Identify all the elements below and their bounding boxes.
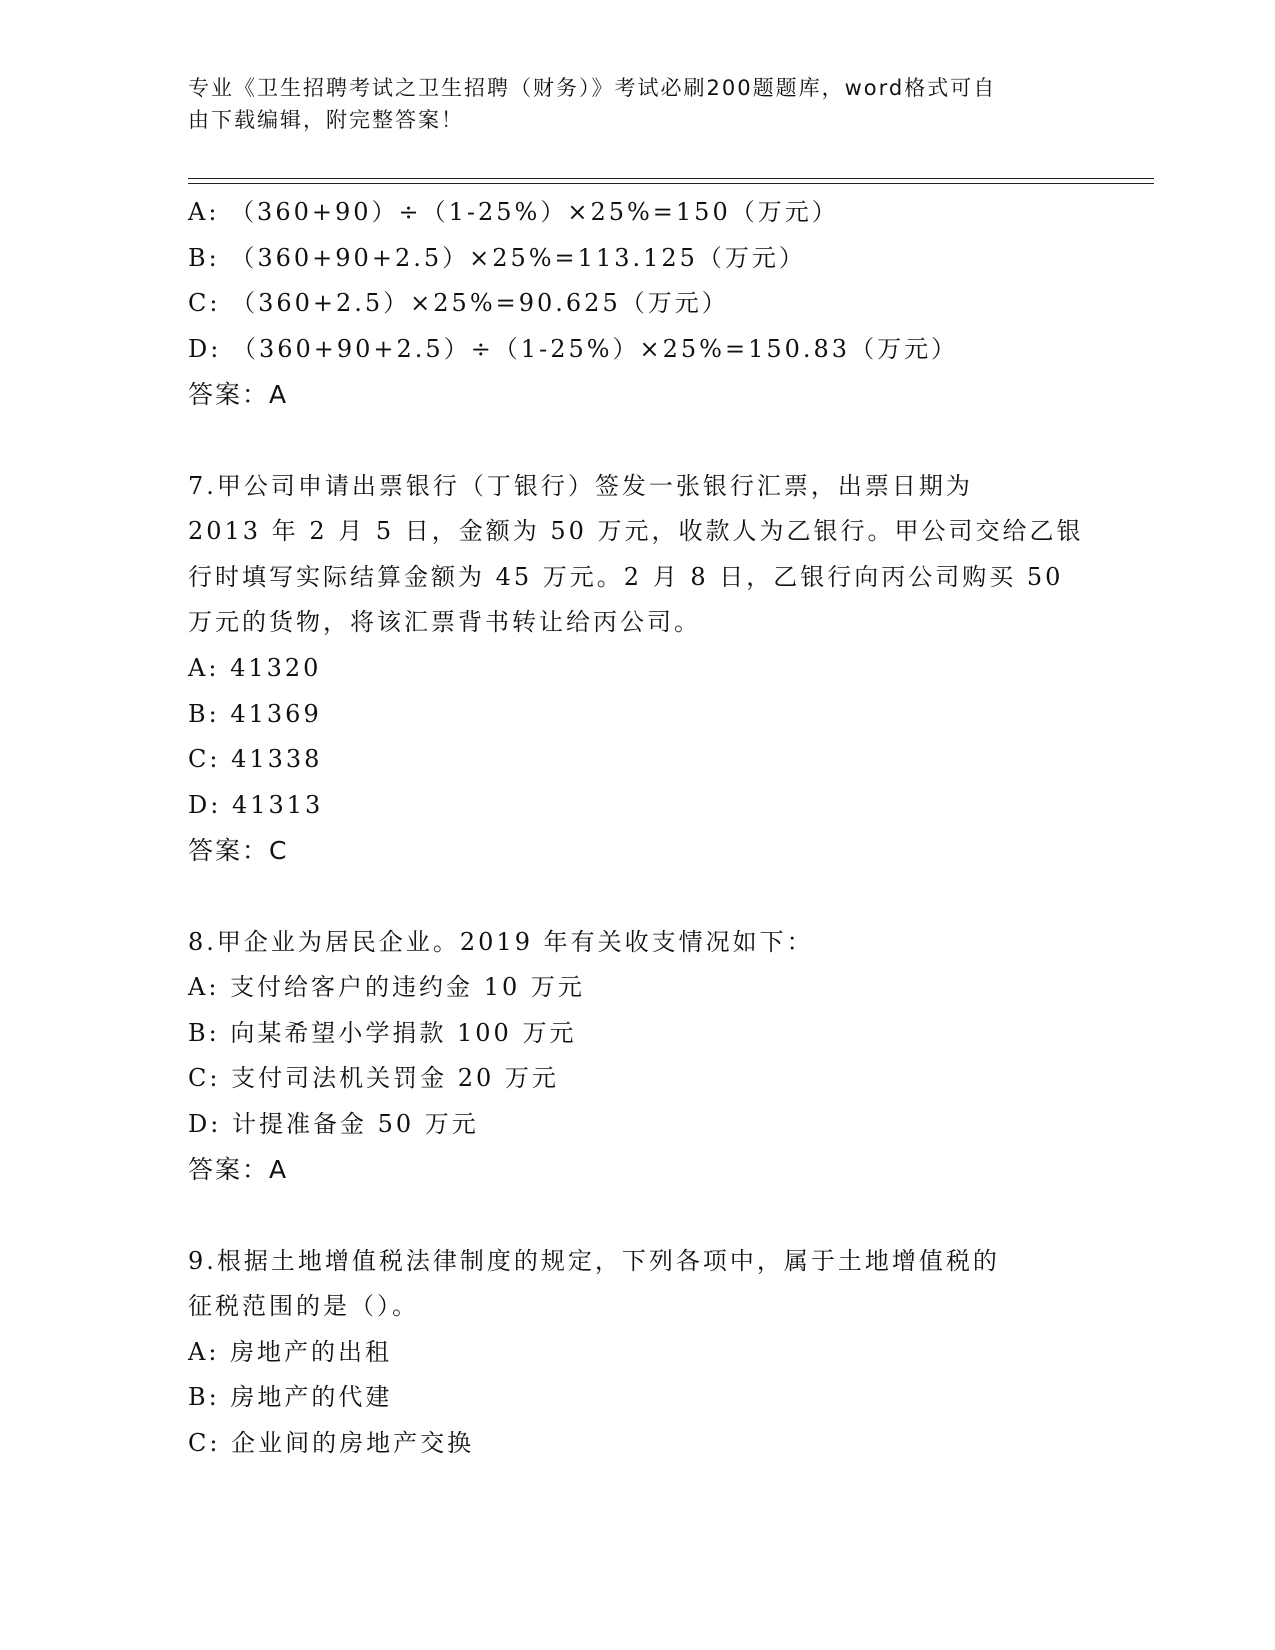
question-stem-line: 征税范围的是（）。	[188, 1292, 419, 1321]
option-b: B: （360+90+2.5）×25%=113.125（万元）	[188, 243, 806, 272]
question-stem-line: 8.甲企业为居民企业。2019 年有关收支情况如下：	[188, 927, 814, 956]
option-a: A: 房地产的出租	[188, 1337, 393, 1366]
spacer	[188, 874, 1118, 920]
spacer	[188, 418, 1118, 464]
option-d: D: 41313	[188, 790, 324, 819]
header-divider-top	[188, 178, 1154, 179]
spacer	[188, 1193, 1118, 1239]
option-b: B: 向某希望小学捐款 100 万元	[188, 1018, 577, 1047]
header-line-2: 由下载编辑，附完整答案！	[188, 108, 464, 132]
option-b: B: 房地产的代建	[188, 1383, 393, 1412]
header-divider-bottom	[188, 183, 1154, 184]
option-b: B: 41369	[188, 699, 322, 728]
question-7	[188, 464, 1118, 874]
answer-line: 答案：C	[188, 836, 288, 866]
question-list	[188, 190, 1118, 1467]
option-a: A: 41320	[188, 653, 322, 682]
option-d: D: 计提准备金 50 万元	[188, 1109, 479, 1138]
option-a: A: 支付给客户的违约金 10 万元	[188, 973, 585, 1002]
document-header	[188, 72, 1088, 136]
question-stem-line: 9.根据土地增值税法律制度的规定，下列各项中，属于土地增值税的	[188, 1246, 1000, 1275]
option-c: C: 41338	[188, 745, 323, 774]
option-c: C: 支付司法机关罚金 20 万元	[188, 1064, 559, 1093]
header-line-1: 专业《卫生招聘考试之卫生招聘（财务）》考试必刷200题题库，word格式可自	[188, 76, 997, 100]
question-stem-line: 7.甲公司申请出票银行（丁银行）签发一张银行汇票，出票日期为	[188, 471, 973, 500]
option-a: A: （360+90）÷（1-25%）×25%=150（万元）	[188, 198, 839, 226]
answer-line: 答案：A	[188, 1155, 288, 1185]
question-6	[188, 190, 1118, 418]
option-d: D: （360+90+2.5）÷（1-25%）×25%=150.83（万元）	[188, 334, 959, 363]
question-stem-line: 2013 年 2 月 5 日，金额为 50 万元，收款人为乙银行。甲公司交给乙银	[188, 517, 1084, 546]
question-stem-line: 万元的货物，将该汇票背书转让给丙公司。	[188, 608, 701, 637]
question-stem-line: 行时填写实际结算金额为 45 万元。2 月 8 日，乙银行向丙公司购买 50	[188, 562, 1064, 591]
question-8	[188, 920, 1118, 1194]
question-9	[188, 1239, 1118, 1467]
option-c: C: （360+2.5）×25%=90.625（万元）	[188, 289, 729, 318]
answer-line: 答案：A	[188, 380, 288, 410]
option-c: C: 企业间的房地产交换	[188, 1429, 475, 1458]
